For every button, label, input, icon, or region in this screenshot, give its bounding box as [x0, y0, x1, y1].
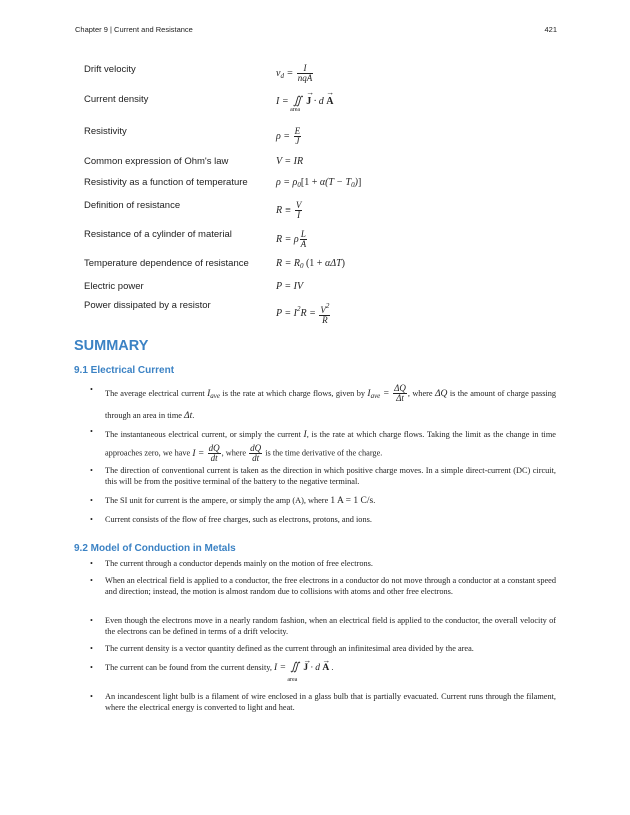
page-number: 421 — [544, 25, 557, 34]
list-item-text: Even though the electrons move in a nearly random fashion, when an electrical field is applied to the conductor, the overall velocity of the electrons can be defined in terms of a drift velocity. — [105, 616, 556, 636]
list-item-text: , where — [407, 389, 433, 398]
equation-name: Resistance of a cylinder of material — [84, 229, 232, 240]
equation-formula: R ≡ $\frac{V}{I}$ — [276, 200, 302, 220]
bullet-icon: • — [90, 466, 93, 475]
equation-formula: V = IR — [276, 156, 304, 167]
equation-formula: P = IV — [276, 281, 304, 292]
list-item-text: . — [331, 663, 334, 672]
list-item-text: . — [192, 411, 195, 420]
list-item-text: The average electrical current — [105, 389, 205, 398]
section-heading: 9.1 Electrical Current — [74, 365, 175, 376]
equation-formula: $v_d$ = $\frac{I}{\text{nqA}}$ — [276, 63, 313, 83]
chapter-title: Chapter 9 | Current and Resistance — [75, 25, 193, 34]
list-item-text: is the rate at which charge flows, given by — [222, 389, 365, 398]
equation-formula: I = ∬ area → J · d → A — [276, 94, 334, 107]
bullet-icon: • — [90, 644, 93, 653]
page-header — [75, 25, 557, 37]
list-item-text: The current through a conductor depends mainly on the motion of free electrons. — [105, 559, 373, 568]
equation-name: Electric power — [84, 281, 144, 292]
equation-formula: $R = R_0$ (1 + αΔT) — [276, 258, 345, 270]
equation-name: Resistivity — [84, 126, 127, 137]
equation-formula: ρ = $\frac{E}{J}$ — [276, 126, 301, 146]
equation-formula: $\rho = \rho_0[1 + \alpha(T - T_0)]$ — [276, 177, 362, 189]
equation-name: Common expression of Ohm's law — [84, 156, 229, 167]
list-item-text: The direction of conventional current is taken as the direction in which positive charge moves. In a simple direct-current (DC) circuit, this will be from the positive terminal of the battery to the negative terminal. — [105, 466, 556, 486]
bullet-icon: • — [90, 515, 93, 524]
bullet-icon: • — [90, 385, 93, 394]
list-item-text: is the time derivative of the charge. — [265, 448, 383, 458]
list-item-text: . — [373, 496, 376, 505]
list-item-text: An incandescent light bulb is a filament of wire enclosed in a glass bulb that is partially evacuated. Current runs through the filament, where the electrical energy is converted to light and heat. — [105, 692, 556, 712]
bullet-icon: • — [90, 616, 93, 625]
equation-formula: $P = I^2R$ = $\frac{V^2}{R}$ — [276, 302, 330, 325]
equation-name: Resistivity as a function of temperature — [84, 177, 248, 188]
list-item-text: , where — [221, 448, 247, 458]
equation-formula: R = ρ $\frac{L}{A}$ — [276, 229, 307, 249]
summary-heading: SUMMARY — [74, 338, 149, 354]
list-item-text: The current density is a vector quantity defined as the current through an infinitesimal area divided by the area. — [105, 644, 474, 653]
list-item-text: The instantaneous electrical current, or simply the current — [105, 430, 301, 439]
section-heading: 9.2 Model of Conduction in Metals — [74, 543, 236, 554]
bullet-icon: • — [90, 576, 93, 585]
bullet-icon: • — [90, 496, 93, 505]
list-item-text: When an electrical field is applied to a conductor, the free electrons in a conductor do not move through a conductor at a constant speed and direction; instead, the motion is almost random due to collisions with atoms and other free electrons. — [105, 576, 556, 596]
list-item-text: , is the rate at which charge flows. Taking the limit as the change in time approaches zero, we have — [105, 430, 556, 458]
equation-name: Drift velocity — [84, 64, 136, 75]
bullet-icon: • — [90, 559, 93, 568]
bullet-icon: • — [90, 692, 93, 701]
equation-name: Definition of resistance — [84, 200, 181, 211]
equation-name: Current density — [84, 94, 149, 105]
list-item-text: is the amount of charge passing through an area in time — [105, 389, 557, 420]
equation-name: Temperature dependence of resistance — [84, 258, 249, 269]
bullet-icon: • — [90, 427, 93, 436]
bullet-icon: • — [90, 663, 93, 672]
equation-name: Power dissipated by a resistor — [84, 300, 211, 311]
list-item-text: Current consists of the flow of free charges, such as electrons, protons, and ions. — [105, 515, 372, 524]
list-item-text: The SI unit for current is the ampere, or simply the amp (A), where — [105, 496, 329, 505]
list-item-text: The current can be found from the current density, — [105, 663, 272, 672]
